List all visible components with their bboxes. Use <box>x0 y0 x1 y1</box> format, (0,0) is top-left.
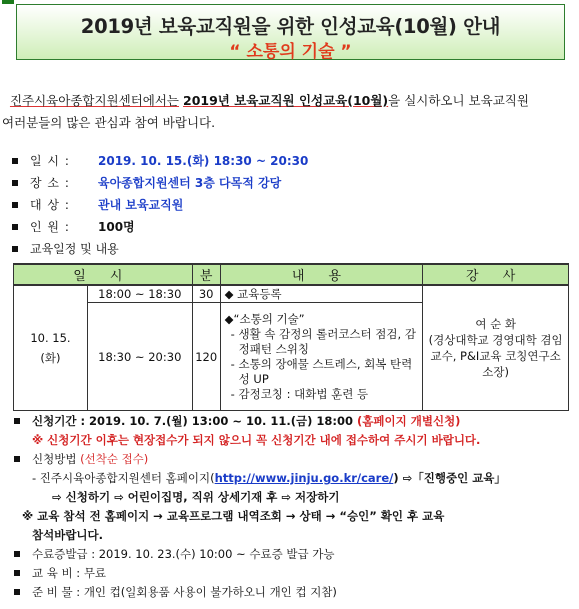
info-label: 교육일정 및 내용 <box>30 242 119 256</box>
header-instructor: 강 사 <box>423 264 569 285</box>
fee-text: 교 육 비 : 무료 <box>32 566 107 580</box>
minutes-cell: 120 <box>192 303 220 411</box>
square-bullet-icon <box>12 158 18 164</box>
instructor-name: 여 순 화 <box>475 317 516 331</box>
info-value: 관내 보육교직원 <box>98 198 184 212</box>
square-bullet-icon <box>12 180 18 186</box>
certificate-text: 수료증발급 : 2019. 10. 23.(수) 10:00 ~ 수료증 발급 가능 <box>32 547 335 561</box>
apply-method-note: (선착순 접수) <box>80 452 149 466</box>
apply-step1-suffix: ) ⇨「진행중인 교육」 <box>393 471 506 485</box>
square-bullet-icon <box>14 551 20 557</box>
square-bullet-icon <box>12 224 18 230</box>
info-target <box>12 194 308 216</box>
square-bullet-icon <box>14 570 20 576</box>
apply-method-label: 신청방법 <box>32 452 77 466</box>
intro-course: 2019년 보육교직원 인성교육(10월) <box>183 93 389 108</box>
schedule-header-row <box>14 264 569 285</box>
date-cell <box>14 285 88 411</box>
header-content: 내 용 <box>220 264 423 285</box>
content-cell <box>220 303 423 411</box>
homepage-link[interactable]: http://www.jinju.go.kr/care/ <box>214 471 394 485</box>
square-bullet-icon <box>14 418 20 424</box>
info-label: 인 원 : <box>30 220 70 234</box>
page-subtitle: “ 소통의 기술 ” <box>229 42 352 62</box>
instructor-cell <box>423 285 569 411</box>
square-bullet-icon <box>12 246 18 252</box>
apply-method <box>14 450 574 469</box>
apply-period-text: 신청기간 : 2019. 10. 7.(월) 13:00 ~ 10. 11.(금) 18:00 <box>32 414 354 428</box>
prep-text: 준 비 물 : 개인 컵(일회용품 사용이 불가하오니 개인 컵 지참) <box>32 585 337 599</box>
corner-mark <box>2 0 14 4</box>
apply-period-note: (홈페이지 개별신청) <box>357 414 461 428</box>
info-value: 100명 <box>98 220 135 234</box>
certificate-info <box>14 545 574 564</box>
intro-rest: 을 실시하오니 보육교직원 <box>388 93 529 108</box>
intro-line2: 여러분들의 많은 관심과 참여 바랍니다. <box>2 115 216 130</box>
schedule-table <box>13 263 569 411</box>
apply-step2: ⇨ 신청하기 ⇨ 어린이집명, 직위 상세기재 후 ⇨ 저장하기 <box>52 490 340 504</box>
info-list <box>12 150 308 260</box>
date-text: 10. 15. <box>30 331 71 345</box>
square-bullet-icon <box>14 589 20 595</box>
content-item: - 감정코칭 : 대화법 훈련 등 <box>230 386 369 401</box>
content-item: - 소통의 장애물 스트레스, 회복 탄력성 UP <box>230 356 413 386</box>
apply-step1-prefix: - 진주시육아종합지원센터 홈페이지( <box>32 471 215 485</box>
fee-info <box>14 564 574 583</box>
header-datetime: 일 시 <box>14 264 193 285</box>
content-item: - 생활 속 감정의 롤러코스터 점검, 감정패턴 스위칭 <box>230 326 416 356</box>
table-row <box>14 285 569 303</box>
minutes-cell: 30 <box>192 285 220 303</box>
time-cell: 18:30 ~ 20:30 <box>87 303 192 411</box>
info-datetime <box>12 150 308 172</box>
info-count <box>12 216 308 238</box>
apply-period <box>14 412 574 431</box>
application-section <box>14 412 574 602</box>
intro-paragraph <box>2 90 577 134</box>
info-place <box>12 172 308 194</box>
apply-step1 <box>14 469 574 488</box>
prep-info <box>14 583 574 602</box>
info-label: 장 소 : <box>30 176 70 190</box>
intro-org: 진주시육아종합지원센터에서는 <box>9 93 180 108</box>
day-text: (화) <box>40 351 61 365</box>
time-cell: 18:00 ~ 18:30 <box>87 285 192 303</box>
page-title: 2019년 보육교직원을 위한 인성교육(10월) 안내 <box>80 15 501 38</box>
instructor-title: (경상대학교 경영대학 겸임교수, P&I교육 코칭연구소 소장) <box>428 333 563 379</box>
info-value: 육아종합지원센터 3층 다목적 강당 <box>98 176 282 190</box>
content-title: ◆“소통의 기술” <box>224 311 305 326</box>
square-bullet-icon <box>12 202 18 208</box>
check-line2: 참석바랍니다. <box>32 528 104 542</box>
apply-warning: ※ 신청기간 이후는 현장접수가 되지 않으니 꼭 신청기간 내에 접수하여 주시기 바랍니다. <box>32 433 481 447</box>
square-bullet-icon <box>14 456 20 462</box>
header-minutes: 분 <box>192 264 220 285</box>
info-label: 일 시 : <box>30 154 70 168</box>
content-cell: ◆ 교육등록 <box>220 285 423 303</box>
check-line1: ※ 교육 참석 전 홈페이지 → 교육프로그램 내역조회 → 상태 → “승인” 확인 후 교육 <box>22 509 445 523</box>
info-label: 대 상 : <box>30 198 70 212</box>
title-banner <box>16 4 565 60</box>
info-value: 2019. 10. 15.(화) 18:30 ~ 20:30 <box>98 154 309 168</box>
info-schedule-heading <box>12 238 308 260</box>
